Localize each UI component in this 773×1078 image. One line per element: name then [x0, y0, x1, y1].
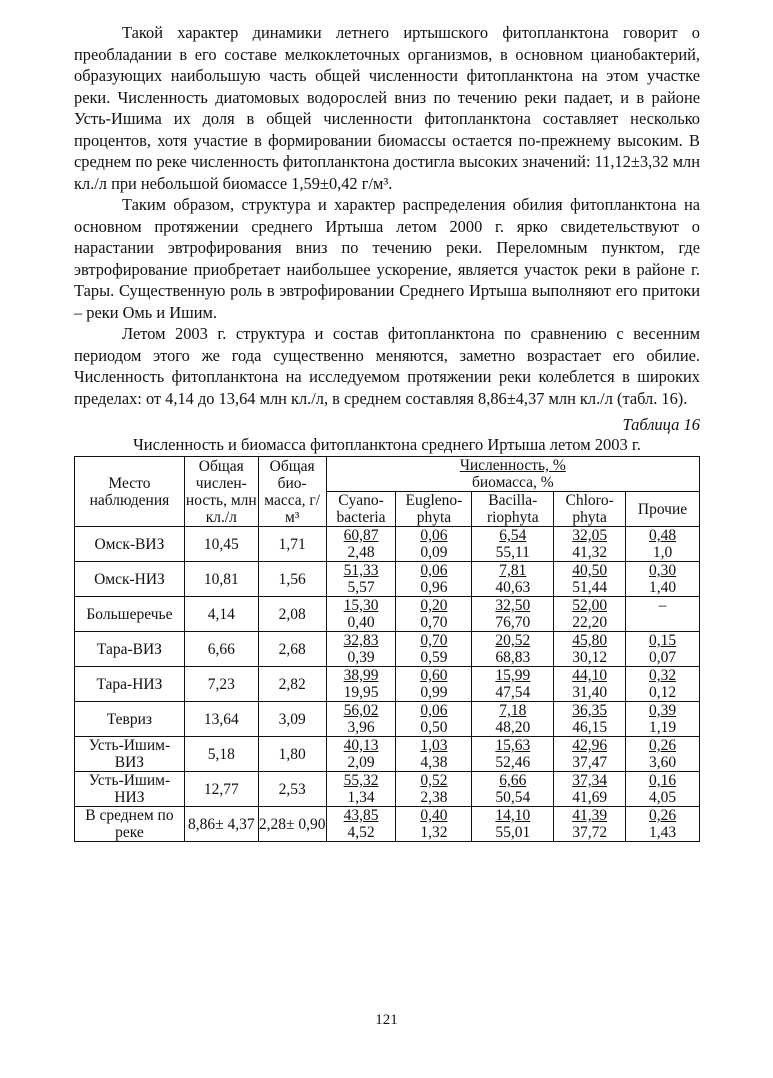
page-content	[74, 22, 700, 842]
row-cell	[472, 562, 554, 597]
row-cell	[626, 702, 700, 737]
row-cell	[326, 597, 396, 632]
cell-count-pct: 32,83	[343, 632, 379, 649]
row-total-count: 7,23	[184, 667, 258, 702]
row-place: Тара-НИЗ	[75, 667, 185, 702]
cell-biomass-pct: 48,20	[495, 719, 531, 736]
row-cell	[472, 807, 554, 842]
row-cell	[396, 562, 472, 597]
cell-count-pct: 0,40	[420, 807, 448, 824]
cell-count-pct: 56,02	[343, 702, 379, 719]
row-cell	[396, 632, 472, 667]
cell-count-pct: 0,48	[648, 527, 677, 544]
cell-count-pct: 51,33	[343, 562, 379, 579]
row-place: Большеречье	[75, 597, 185, 632]
cell-count-pct: 0,52	[420, 772, 448, 789]
row-total-biomass: 1,71	[258, 527, 326, 562]
row-cell	[396, 807, 472, 842]
header-sub: Прочие	[626, 492, 700, 527]
cell-biomass-pct: 51,44	[572, 579, 608, 596]
cell-biomass-pct: 0,12	[648, 684, 677, 701]
cell-biomass-pct: 47,54	[495, 684, 531, 701]
row-cell	[626, 597, 700, 632]
row-cell	[554, 772, 626, 807]
cell-count-pct: 1,03	[420, 737, 448, 754]
row-cell	[396, 527, 472, 562]
cell-biomass-pct: 55,01	[495, 824, 531, 841]
cell-count-pct: 32,05	[572, 527, 608, 544]
cell-biomass-pct: 0,96	[420, 579, 448, 596]
cell-count-pct: 40,50	[572, 562, 608, 579]
cell-count-pct: 0,30	[648, 562, 677, 579]
cell-biomass-pct: 22,20	[572, 614, 608, 631]
cell-biomass-pct	[626, 614, 699, 631]
paragraph-1: Такой характер динамики летнего иртышского фитопланктона говорит о преобладании в его составе мелкоклеточных организмов, в основном цианобактерий, образующих наибольшую часть общей численности фитопланктона на этом участке реки. Численность диатомовых водорослей вниз по течению реки падает, и в районе Усть-Ишима их доля в общей численности фитопланктона составляет несколько процентов, хотя участие в формировании биомассы остается по-прежнему высоким. В среднем по реке численность фитопланктона достигла высоких значений: 11,12±3,32 млн кл./л при небольшой биомассе 1,59±0,42 г/м³.	[74, 23, 700, 193]
row-cell	[554, 632, 626, 667]
row-total-count: 12,77	[184, 772, 258, 807]
cell-biomass-pct: 41,69	[572, 789, 608, 806]
row-place: В среднем по реке	[75, 807, 185, 842]
cell-biomass-pct: 40,63	[495, 579, 531, 596]
row-cell	[472, 597, 554, 632]
row-total-count: 10,81	[184, 562, 258, 597]
row-cell	[396, 667, 472, 702]
row-cell	[626, 667, 700, 702]
cell-biomass-pct: 52,46	[495, 754, 531, 771]
cell-biomass-pct: 68,83	[495, 649, 531, 666]
cell-count-pct: 0,26	[648, 807, 677, 824]
row-cell	[626, 807, 700, 842]
row-cell	[396, 737, 472, 772]
cell-biomass-pct: 0,40	[347, 614, 375, 631]
table-row	[75, 527, 700, 562]
table-row	[75, 807, 700, 842]
cell-biomass-pct: 2,38	[420, 789, 448, 806]
cell-count-pct: 6,54	[499, 527, 527, 544]
table-title: Численность и биомасса фитопланктона среднего Иртыша летом 2003 г.	[133, 435, 641, 454]
row-cell	[396, 772, 472, 807]
cell-biomass-pct: 4,38	[420, 754, 448, 771]
cell-count-pct: 0,20	[420, 597, 448, 614]
row-total-biomass: 1,80	[258, 737, 326, 772]
header-sub: Eugleno-phyta	[396, 492, 472, 527]
row-cell	[472, 667, 554, 702]
cell-count-pct: 60,87	[343, 527, 379, 544]
cell-biomass-pct: 5,57	[347, 579, 375, 596]
header-group-count: Численность, %	[459, 457, 566, 474]
cell-count-pct: 7,18	[499, 702, 527, 719]
cell-biomass-pct: 2,48	[347, 544, 375, 561]
header-sub: Chloro-phyta	[554, 492, 626, 527]
cell-biomass-pct: 41,32	[572, 544, 608, 561]
table-row	[75, 737, 700, 772]
row-total-biomass: 2,08	[258, 597, 326, 632]
cell-biomass-pct: 0,09	[420, 544, 448, 561]
cell-count-pct: 0,32	[648, 667, 677, 684]
row-total-biomass: 1,56	[258, 562, 326, 597]
row-total-biomass: 2,68	[258, 632, 326, 667]
header-total-count: Общая числен-ность, млн кл./л	[185, 457, 257, 526]
row-total-count: 8,86± 4,37	[184, 807, 258, 842]
row-cell	[326, 527, 396, 562]
cell-biomass-pct: 4,52	[347, 824, 375, 841]
header-sub: Bacilla-riophyta	[472, 492, 554, 527]
cell-count-pct: 32,50	[495, 597, 531, 614]
row-cell	[554, 562, 626, 597]
cell-biomass-pct: 0,70	[420, 614, 448, 631]
row-cell	[326, 667, 396, 702]
header-group-biomass: биомасса, %	[471, 474, 554, 491]
cell-count-pct: 42,96	[572, 737, 608, 754]
cell-biomass-pct: 1,34	[347, 789, 375, 806]
cell-count-pct: 20,52	[495, 632, 531, 649]
cell-biomass-pct: 37,72	[572, 824, 608, 841]
row-cell	[472, 737, 554, 772]
cell-count-pct: 0,26	[648, 737, 677, 754]
row-cell	[326, 702, 396, 737]
header-sub: Cyano-bacteria	[326, 492, 396, 527]
cell-biomass-pct: 1,19	[648, 719, 677, 736]
cell-count-pct: 15,30	[343, 597, 379, 614]
cell-biomass-pct: 3,60	[648, 754, 677, 771]
row-cell	[472, 772, 554, 807]
cell-count-pct: 0,06	[420, 702, 448, 719]
cell-biomass-pct: 1,43	[648, 824, 677, 841]
row-cell	[554, 597, 626, 632]
cell-count-pct: 52,00	[572, 597, 608, 614]
row-total-count: 10,45	[184, 527, 258, 562]
cell-biomass-pct: 2,09	[347, 754, 375, 771]
cell-count-pct: 0,06	[420, 562, 448, 579]
cell-biomass-pct: 55,11	[495, 544, 530, 561]
row-total-count: 6,66	[184, 632, 258, 667]
cell-count-pct: 38,99	[343, 667, 379, 684]
cell-count-pct: 43,85	[343, 807, 379, 824]
row-place: Омск-ВИЗ	[75, 527, 185, 562]
table-row	[75, 772, 700, 807]
table-row	[75, 702, 700, 737]
cell-biomass-pct: 0,59	[420, 649, 448, 666]
row-total-count: 5,18	[184, 737, 258, 772]
cell-biomass-pct: 30,12	[572, 649, 608, 666]
row-total-biomass: 3,09	[258, 702, 326, 737]
cell-biomass-pct: 0,07	[648, 649, 677, 666]
cell-biomass-pct: 0,99	[420, 684, 448, 701]
row-total-biomass: 2,82	[258, 667, 326, 702]
row-cell	[626, 632, 700, 667]
cell-biomass-pct: 3,96	[347, 719, 375, 736]
cell-count-pct: 41,39	[572, 807, 608, 824]
header-group	[326, 457, 699, 492]
row-cell	[554, 667, 626, 702]
row-cell	[554, 527, 626, 562]
row-cell	[626, 562, 700, 597]
cell-count-pct: 0,06	[420, 527, 448, 544]
row-place: Тевриз	[75, 702, 185, 737]
row-cell	[554, 737, 626, 772]
row-cell	[396, 702, 472, 737]
cell-biomass-pct: 1,0	[652, 544, 673, 561]
cell-count-pct: 36,35	[572, 702, 608, 719]
row-cell	[554, 702, 626, 737]
row-place: Тара-ВИЗ	[75, 632, 185, 667]
cell-biomass-pct: 46,15	[572, 719, 608, 736]
cell-count-pct: 40,13	[343, 737, 379, 754]
table-row	[75, 597, 700, 632]
header-total-biomass: Общая био-масса, г/м³	[258, 457, 326, 527]
row-cell	[326, 562, 396, 597]
cell-biomass-pct: 1,40	[648, 579, 677, 596]
cell-count-pct: 14,10	[495, 807, 531, 824]
cell-count-pct: 0,70	[420, 632, 448, 649]
row-total-biomass: 2,53	[258, 772, 326, 807]
row-total-count: 13,64	[184, 702, 258, 737]
cell-biomass-pct: 1,32	[420, 824, 448, 841]
row-cell	[626, 737, 700, 772]
row-cell	[326, 772, 396, 807]
table-body	[75, 527, 700, 842]
header-place: Место наблюдения	[75, 457, 185, 527]
row-cell	[554, 807, 626, 842]
row-cell	[472, 632, 554, 667]
page-number: 121	[375, 1012, 398, 1028]
paragraph-2: Таким образом, структура и характер распределения обилия фитопланктона на основном протяжении среднего Иртыша летом 2000 г. ярко свидетельствуют о нарастании эвтрофирования вниз по течению реки. Переломным пунктом, где эвтрофирование приобретает наибольшее ускорение, является участок реки в районе г. Тары. Существенную роль в эвтрофировании Среднего Иртыша выполняют его притоки – реки Омь и Ишим.	[74, 195, 700, 322]
row-cell	[472, 702, 554, 737]
cell-count-pct: 15,63	[495, 737, 531, 754]
cell-count-pct: 45,80	[572, 632, 608, 649]
cell-biomass-pct: 50,54	[495, 789, 531, 806]
cell-count-pct: 7,81	[499, 562, 527, 579]
row-place: Омск-НИЗ	[75, 562, 185, 597]
cell-count-pct: –	[658, 597, 667, 614]
row-cell	[326, 632, 396, 667]
table-row	[75, 632, 700, 667]
row-place: Усть-Ишим-ВИЗ	[75, 737, 185, 772]
row-total-count: 4,14	[184, 597, 258, 632]
row-total-biomass: 2,28± 0,90	[258, 807, 326, 842]
cell-biomass-pct: 19,95	[343, 684, 379, 701]
row-cell	[626, 772, 700, 807]
cell-count-pct: 15,99	[495, 667, 531, 684]
row-cell	[326, 737, 396, 772]
row-cell	[326, 807, 396, 842]
row-cell	[626, 527, 700, 562]
data-table	[74, 456, 700, 842]
cell-count-pct: 6,66	[499, 772, 527, 789]
cell-biomass-pct: 0,39	[347, 649, 375, 666]
row-place: Усть-Ишим-НИЗ	[75, 772, 185, 807]
cell-count-pct: 0,15	[648, 632, 677, 649]
table-row	[75, 667, 700, 702]
table-number: Таблица 16	[622, 415, 700, 434]
table-row	[75, 562, 700, 597]
cell-biomass-pct: 31,40	[572, 684, 608, 701]
cell-biomass-pct: 0,50	[420, 719, 448, 736]
cell-count-pct: 0,16	[648, 772, 677, 789]
cell-biomass-pct: 37,47	[572, 754, 608, 771]
row-cell	[396, 597, 472, 632]
cell-count-pct: 55,32	[343, 772, 379, 789]
paragraph-3: Летом 2003 г. структура и состав фитопланктона по сравнению с весенним периодом этого же года существенно меняются, заметно возрастает его обилие. Численность фитопланктона на исследуемом протяжении реки колеблется в широких пределах: от 4,14 до 13,64 млн кл./л, в среднем составляя 8,86±4,37 млн кл./л (табл. 16).	[74, 324, 700, 408]
row-cell	[472, 527, 554, 562]
cell-biomass-pct: 76,70	[495, 614, 531, 631]
cell-count-pct: 37,34	[572, 772, 608, 789]
cell-count-pct: 44,10	[572, 667, 608, 684]
cell-biomass-pct: 4,05	[648, 789, 677, 806]
cell-count-pct: 0,60	[420, 667, 448, 684]
cell-count-pct: 0,39	[648, 702, 677, 719]
